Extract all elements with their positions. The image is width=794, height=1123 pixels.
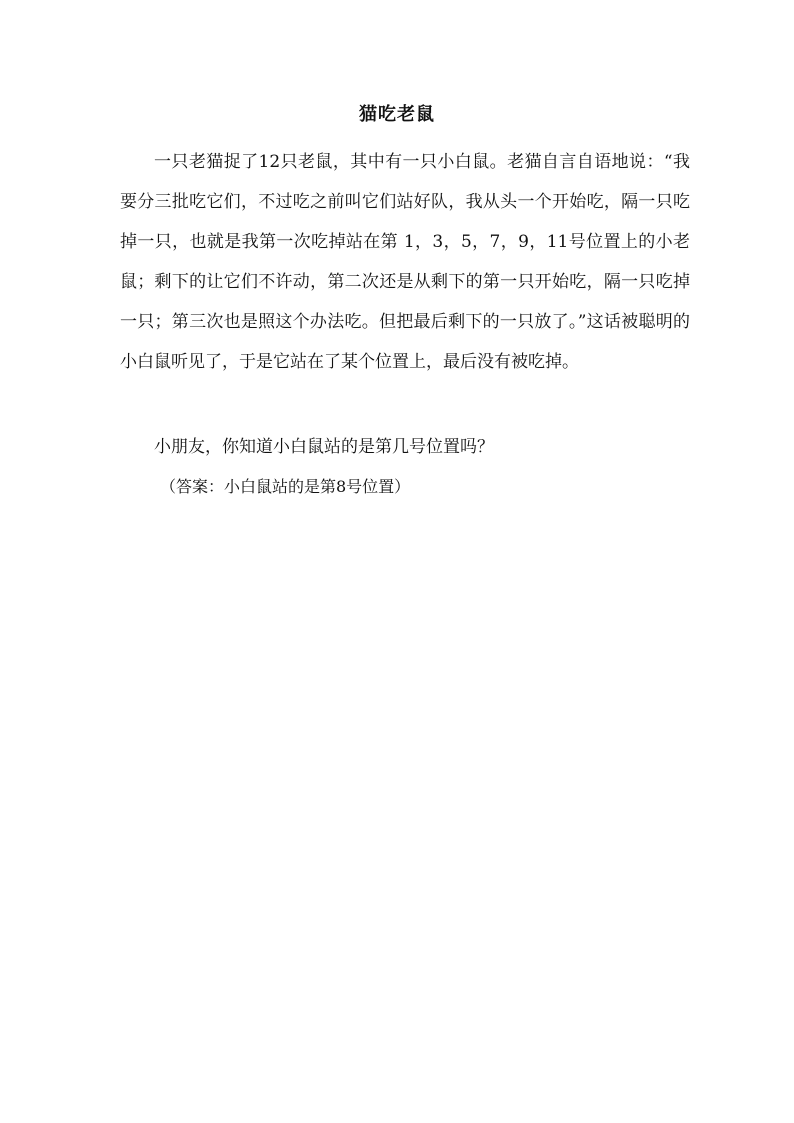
page-title: 猫吃老鼠 xyxy=(359,104,435,125)
story-paragraph: 一只老猫捉了12只老鼠，其中有一只小白鼠。老猫自言自语地说：“我要分三批吃它们，不过吃之前叫它们站好队，我从头一个开始吃，隔一只吃掉一只，也就是我第一次吃掉站在第 1，3，5，7，9，11号位置上的小老鼠；剩下的让它们不许动，第二次还是从剩下的第一只开始吃，隔一只吃掉一只；第三次也是照这个办法吃。但把最后剩下的一只放了。”这话被聪明的小白鼠听见了，于是它站在了某个位置上，最后没有被吃掉。 xyxy=(120,152,690,372)
answer-paragraph: （答案：小白鼠站的是第8号位置） xyxy=(160,477,411,496)
question-paragraph: 小朋友，你知道小白鼠站的是第几号位置吗？ xyxy=(154,437,494,457)
